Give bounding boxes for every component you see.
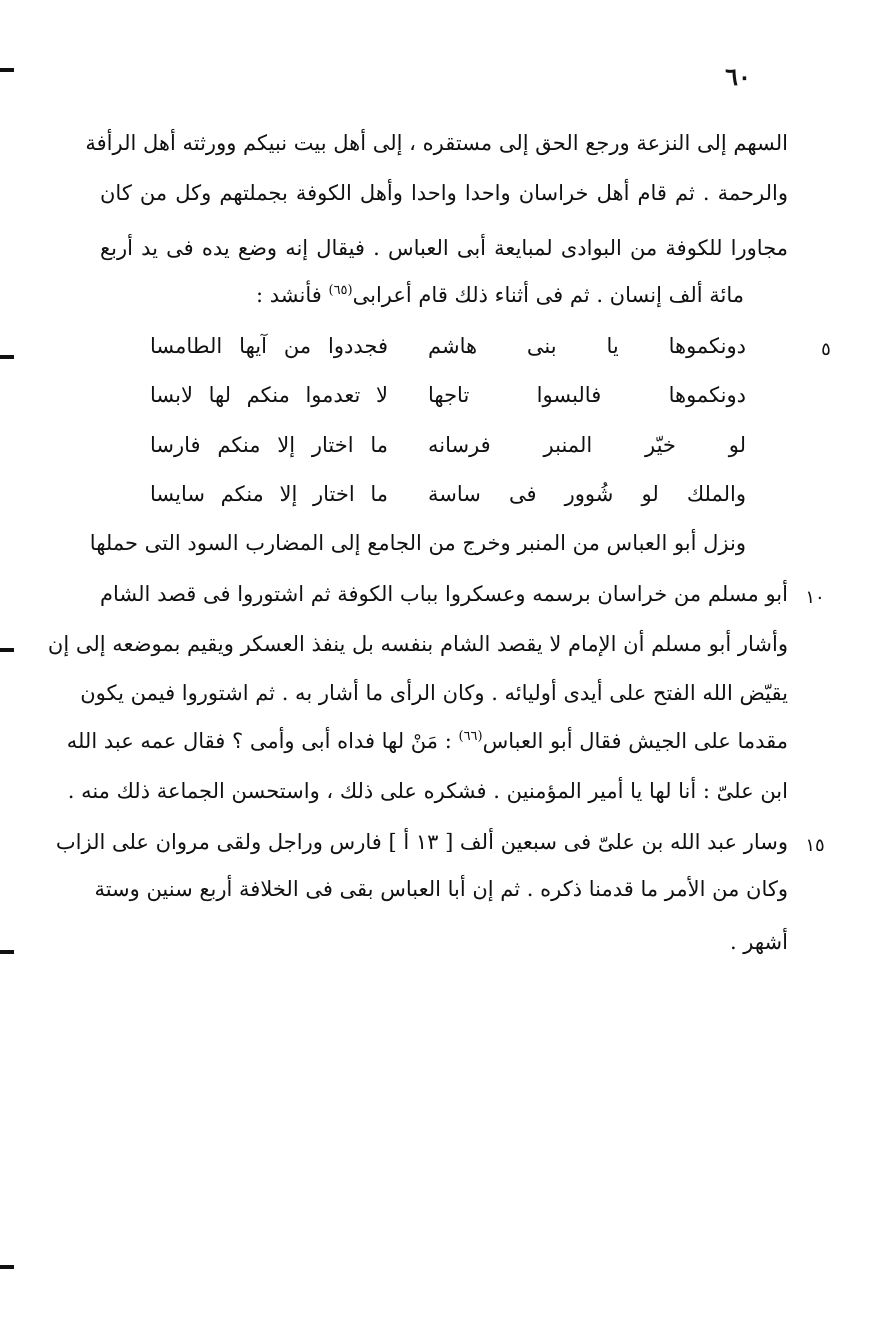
line-tail: فأنشد : (256, 283, 329, 307)
line-text: مقدما على الجيش فقال أبو العباس (482, 729, 788, 753)
verse-second-half: ما اختار إلا منكم سايسا (150, 482, 388, 506)
text-line: أشهر . (729, 930, 788, 954)
verse-first-half: والملك لو شُوور فى ساسة (428, 482, 746, 506)
text-line: والرحمة . ثم قام أهل خراسان واحدا واحدا وأهل الكوفة بجملتهم وكل من كان (100, 181, 788, 205)
text-line: السهم إلى النزعة ورجع الحق إلى مستقره ، إلى أهل بيت نبيكم وورثته أهل الرأفة (85, 131, 788, 155)
page-number: ٦٠ (725, 62, 751, 91)
text-line: وسار عبد الله بن علىّ فى سبعين ألف [ ١٣ أ ] فارس وراجل ولقى مروان على الزاب (55, 830, 788, 854)
verse-second-half: لا تعدموا منكم لها لابسا (150, 383, 388, 407)
text-line (66, 721, 788, 761)
text-line: مجاورا للكوفة من البوادى لمبايعة أبى العباس . فيقال إنه وضع يده فى يد أربع (100, 236, 788, 260)
verse-line (150, 375, 746, 415)
verse-first-half: دونكموها فالبسوا تاجها (428, 383, 746, 407)
line-tail: : مَنْ لها فداه أبى وأمى ؟ فقال عمه عبد الله (66, 729, 459, 753)
line-number: ١٥ (805, 835, 825, 856)
line-text: مائة ألف إنسان . ثم فى أثناء ذلك قام أعرابى (352, 283, 744, 307)
text-line: ابن علىّ : أنا لها يا أمير المؤمنين . فشكره على ذلك ، واستحسن الجماعة ذلك منه . (67, 779, 788, 803)
verse-second-half: فجددوا من آيها الطامسا (150, 334, 388, 358)
verse-marker: ٥ (821, 339, 831, 360)
margin-tick (0, 950, 14, 954)
verse-line (150, 425, 746, 465)
text-line: أبو مسلم من خراسان برسمه وعسكروا بباب الكوفة ثم اشتوروا فى قصد الشام (100, 582, 788, 606)
verse-first-half: دونكموها يا بنى هاشم (428, 334, 746, 358)
margin-tick (0, 1265, 14, 1269)
verse-line (150, 474, 746, 514)
text-line: وأشار أبو مسلم أن الإمام لا يقصد الشام بنفسه بل ينفذ العسكر ويقيم بموضعه إلى إن (47, 632, 788, 656)
verse-second-half: ما اختار إلا منكم فارسا (150, 433, 388, 457)
verse-line (150, 326, 746, 366)
text-line: وكان من الأمر ما قدمنا ذكره . ثم إن أبا العباس بقى فى الخلافة أربع سنين وستة (94, 877, 788, 901)
footnote-ref: (٦٥) (328, 283, 353, 298)
text-line: يقيّض الله الفتح على أيدى أوليائه . وكان الرأى ما أشار به . ثم اشتوروا فيمن يكون (80, 681, 788, 705)
verse-first-half: لو خيّر المنبر فرسانه (428, 433, 746, 457)
margin-tick (0, 648, 14, 652)
margin-tick (0, 355, 14, 359)
margin-tick (0, 68, 14, 72)
footnote-ref: (٦٦) (458, 729, 483, 744)
line-number: ١٠ (805, 587, 825, 608)
text-line: ونزل أبو العباس من المنبر وخرج من الجامع إلى المضارب السود التى حملها (89, 531, 746, 555)
text-line (104, 275, 744, 315)
